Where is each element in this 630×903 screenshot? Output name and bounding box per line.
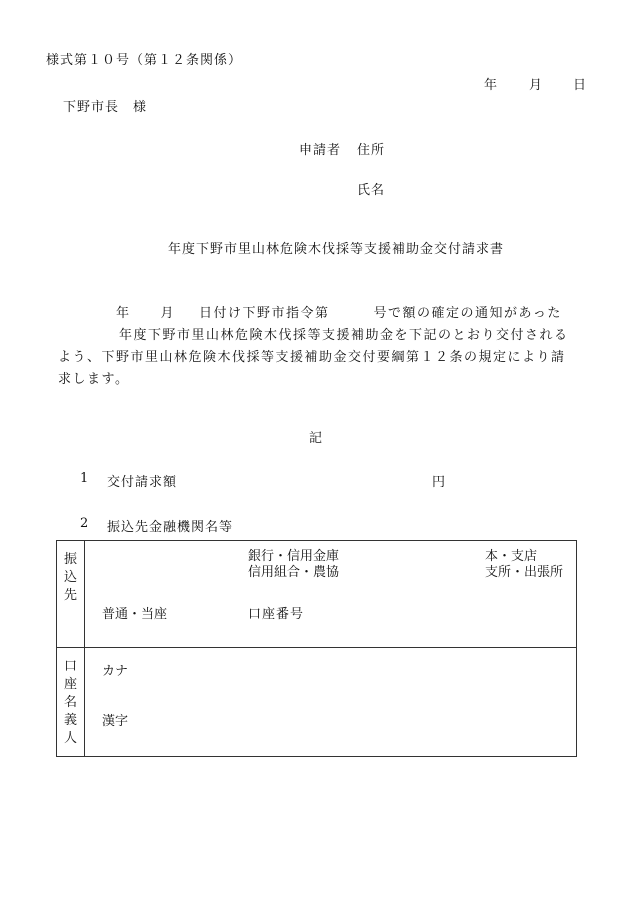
item-1-unit: 円 [432,475,446,490]
holder-cell [85,648,577,757]
transfer-head: 振 込 先 [57,541,85,648]
line1-year: 年 [116,306,131,321]
account-type: 普通・当座 [102,607,168,622]
bank-account-table [56,540,577,757]
ki-heading: 記 [309,431,323,446]
paragraph-line-4: 求します。 [58,372,130,387]
paragraph-line-2: 年度下野市里山林危険木伐採等支援補助金を下記のとおり交付される [119,328,569,343]
line1-end: 号で額の確定の通知があった [373,306,562,321]
paragraph-line-1 [58,303,588,325]
transfer-row [57,541,577,648]
bank-types: 銀行・信用金庫 信用組合・農協 [248,549,340,580]
item-2-label: 振込先金融機関名等 [107,520,234,535]
line1-mid: 日付け下野市指令第 [199,306,330,321]
name-label: 氏名 [357,183,386,198]
holder-head: 口 座 名 義 人 [57,648,85,757]
date-day-label: 日 [573,78,587,93]
item-1-number: 1 [80,471,89,486]
date-month-label: 月 [529,78,543,93]
request-paragraph [58,303,588,391]
applicant-label: 申請者 [299,143,342,158]
branch-types: 本・支店 支所・出張所 [485,549,564,580]
address-label: 住所 [357,143,386,158]
account-number-label: 口座番号 [248,607,305,622]
item-1-label: 交付請求額 [107,475,178,490]
item-2-number: 2 [80,516,89,531]
paragraph-line-3: よう、下野市里山林危険木伐採等支援補助金交付要綱第１２条の規定により請 [58,350,566,365]
transfer-cell [85,541,577,648]
date-year-label: 年 [484,78,498,93]
addressee: 下野市長 様 [63,100,148,115]
kanji-label: 漢字 [102,714,129,729]
holder-row [57,648,577,757]
kana-label: カナ [102,664,129,679]
document-title: 年度下野市里山林危険木伐採等支援補助金交付請求書 [168,242,505,257]
line1-month: 月 [160,306,176,321]
form-number: 様式第１０号（第１２条関係） [46,53,243,68]
